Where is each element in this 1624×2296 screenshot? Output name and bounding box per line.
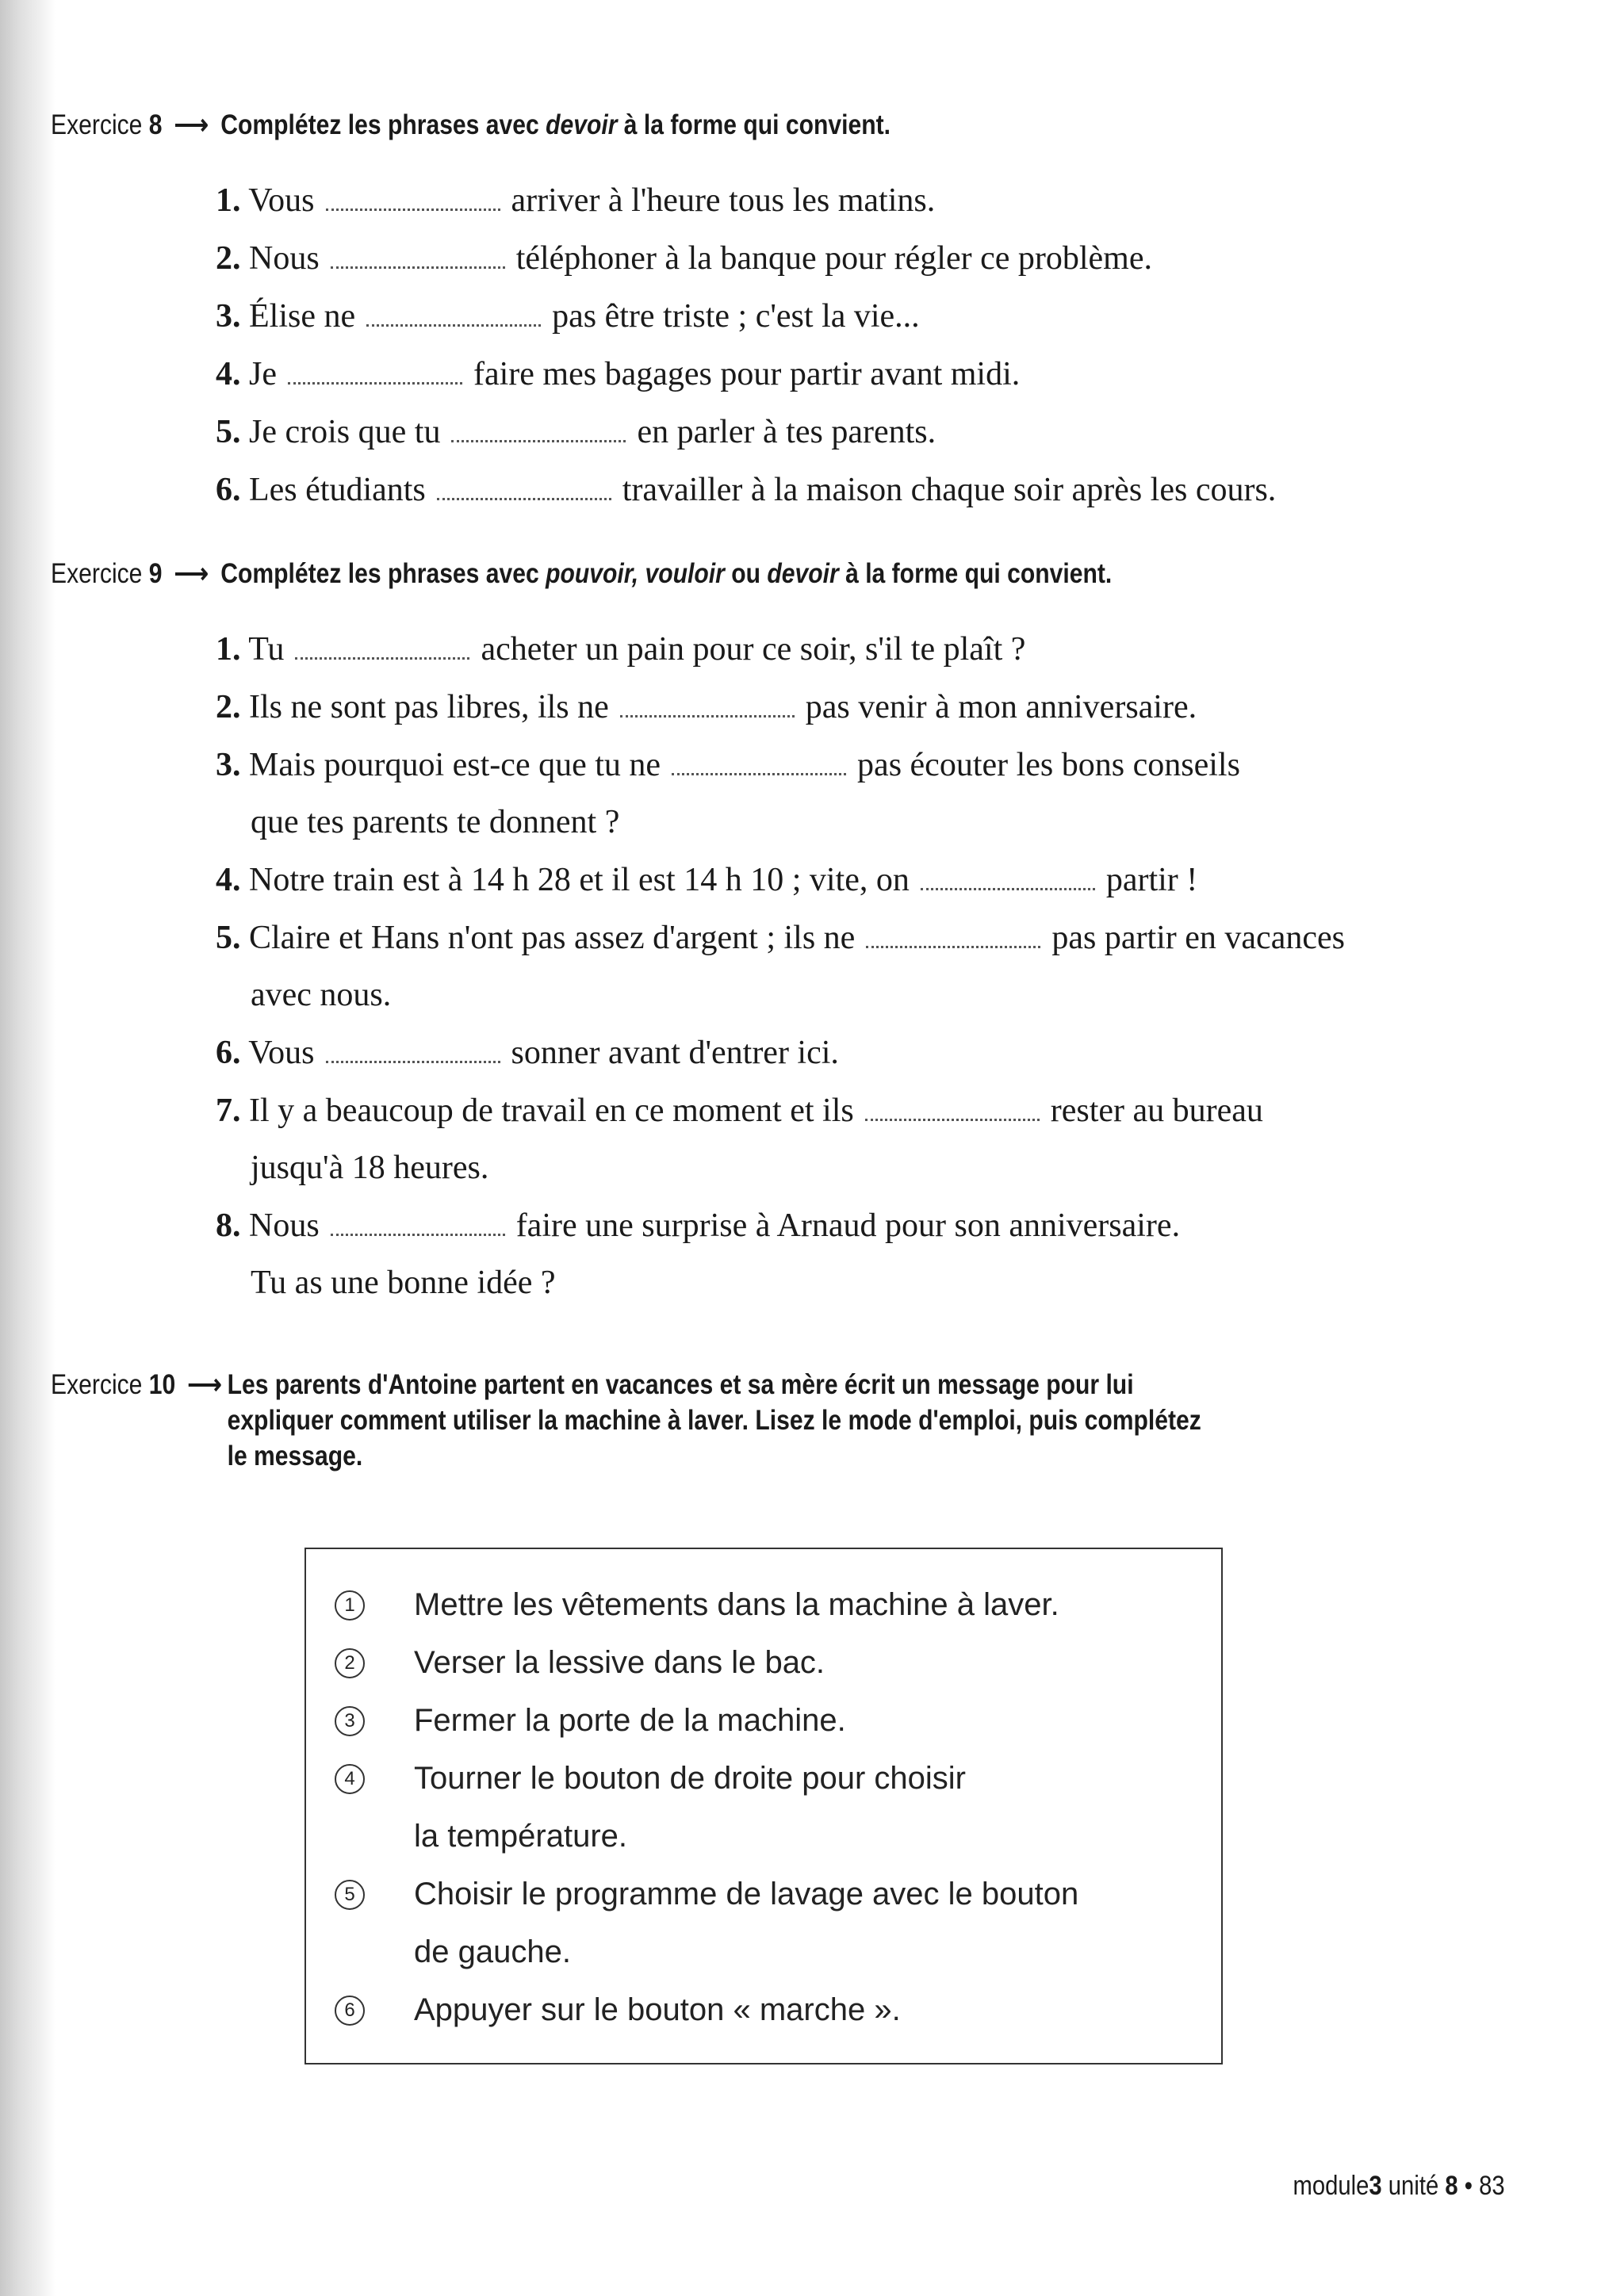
sentence-before: Mais pourquoi est-ce que tu ne bbox=[249, 747, 661, 783]
step-number-circle: 3 bbox=[335, 1706, 365, 1736]
ex9-sentence-8 bbox=[216, 1209, 1180, 1242]
instruction-text: Complétez les phrases avec bbox=[220, 109, 546, 140]
blank-field[interactable] bbox=[451, 435, 626, 442]
exercise-number: 9 bbox=[148, 558, 163, 589]
unit-number: 8 bbox=[1445, 2171, 1458, 2201]
sentence-before: Nous bbox=[249, 1207, 320, 1244]
module-label: module bbox=[1293, 2171, 1369, 2201]
instruction-text: ou bbox=[724, 558, 768, 589]
sentence-before: Il y a beaucoup de travail en ce moment et ils bbox=[249, 1093, 854, 1129]
ex9-sentence-7-continuation: jusqu'à 18 heures. bbox=[251, 1150, 489, 1186]
sentence-number: 4. bbox=[216, 356, 241, 392]
ex8-sentence-6 bbox=[216, 473, 1276, 507]
sentence-after: travailler à la maison chaque soir après les cours. bbox=[622, 472, 1277, 508]
sentence-before: Vous bbox=[248, 1035, 315, 1071]
blank-field[interactable] bbox=[620, 710, 795, 718]
blank-field[interactable] bbox=[865, 1114, 1040, 1121]
instruction-emphasis: devoir bbox=[767, 558, 839, 589]
step-text: Mettre les vêtements dans la machine à laver. bbox=[414, 1587, 1059, 1622]
sentence-number: 1. bbox=[216, 631, 241, 668]
sentence-after: pas venir à mon anniversaire. bbox=[805, 689, 1197, 725]
ex8-sentence-3 bbox=[216, 300, 920, 333]
instruction-emphasis: pouvoir, vouloir bbox=[546, 558, 725, 589]
instruction-line: Les parents d'Antoine partent en vacances et sa mère écrit un message pour lui bbox=[227, 1369, 1134, 1400]
step-text: Tourner le bouton de droite pour choisir bbox=[414, 1761, 966, 1796]
sentence-number: 7. bbox=[216, 1093, 241, 1129]
sentence-number: 5. bbox=[216, 414, 241, 450]
sentence-before: Tu bbox=[248, 631, 285, 668]
arrow-icon: ⟶ bbox=[187, 1369, 222, 1400]
sentence-after: sonner avant d'entrer ici. bbox=[511, 1035, 839, 1071]
sentence-after: acheter un pain pour ce soir, s'il te plaît ? bbox=[481, 631, 1026, 668]
ex9-sentence-3-continuation: que tes parents te donnent ? bbox=[251, 804, 620, 840]
blank-field[interactable] bbox=[866, 941, 1040, 948]
sentence-number: 3. bbox=[216, 298, 241, 335]
sentence-after: faire une surprise à Arnaud pour son anniversaire. bbox=[515, 1207, 1181, 1244]
unit-label: unité bbox=[1388, 2171, 1439, 2201]
blank-field[interactable] bbox=[288, 377, 462, 385]
sentence-number: 2. bbox=[216, 689, 241, 725]
bullet-separator: • bbox=[1465, 2171, 1473, 2201]
ex9-sentence-1 bbox=[216, 633, 1025, 666]
arrow-icon: ⟶ bbox=[174, 109, 209, 140]
ex9-sentence-6 bbox=[216, 1036, 839, 1070]
sentence-after: arriver à l'heure tous les matins. bbox=[511, 182, 936, 219]
blank-field[interactable] bbox=[331, 262, 505, 269]
sentence-before: Vous bbox=[248, 182, 315, 219]
sentence-number: 6. bbox=[216, 472, 241, 508]
blank-field[interactable] bbox=[326, 204, 500, 211]
sentence-after: pas écouter les bons conseils bbox=[857, 747, 1240, 783]
blank-field[interactable] bbox=[326, 1056, 500, 1063]
sentence-number: 6. bbox=[216, 1035, 241, 1071]
sentence-after: pas être triste ; c'est la vie... bbox=[552, 298, 920, 335]
ex9-sentence-3 bbox=[216, 748, 1240, 782]
ex8-sentence-1 bbox=[216, 184, 935, 217]
instructions-box bbox=[304, 1548, 1223, 2064]
step-text: Verser la lessive dans le bac. bbox=[414, 1645, 825, 1680]
ex9-sentence-4 bbox=[216, 863, 1197, 897]
sentence-after: rester au bureau bbox=[1050, 1093, 1263, 1129]
ex8-sentence-2 bbox=[216, 242, 1152, 275]
exercise-9-title bbox=[51, 560, 1112, 587]
sentence-after: partir ! bbox=[1105, 862, 1198, 898]
sentence-before: Nous bbox=[249, 240, 320, 277]
step-text: la température. bbox=[414, 1819, 628, 1854]
exercise-10-title bbox=[51, 1367, 1557, 1474]
sentence-before: Je bbox=[249, 356, 277, 392]
step-number-circle: 5 bbox=[335, 1880, 365, 1910]
blank-field[interactable] bbox=[295, 652, 469, 660]
ex9-sentence-5-continuation: avec nous. bbox=[251, 977, 392, 1013]
exercise-label: Exercice bbox=[51, 109, 143, 140]
sentence-before: Élise ne bbox=[249, 298, 356, 335]
instruction-text: à la forme qui convient. bbox=[617, 109, 891, 140]
step-text: Choisir le programme de lavage avec le bouton bbox=[414, 1877, 1079, 1911]
instruction-text: à la forme qui convient. bbox=[838, 558, 1113, 589]
sentence-number: 1. bbox=[216, 182, 241, 219]
sentence-number: 4. bbox=[216, 862, 241, 898]
step-number-circle: 1 bbox=[335, 1590, 365, 1621]
blank-field[interactable] bbox=[672, 768, 846, 775]
module-number: 3 bbox=[1369, 2171, 1383, 2201]
instruction-text bbox=[228, 1367, 1201, 1474]
sentence-number: 3. bbox=[216, 747, 241, 783]
sentence-number: 8. bbox=[216, 1207, 241, 1244]
sentence-after: faire mes bagages pour partir avant midi. bbox=[473, 356, 1021, 392]
ex8-sentence-4 bbox=[216, 358, 1020, 391]
ex8-sentence-5 bbox=[216, 415, 936, 449]
step-text: Appuyer sur le bouton « marche ». bbox=[414, 1992, 901, 2027]
blank-field[interactable] bbox=[366, 320, 541, 327]
blank-field[interactable] bbox=[437, 493, 611, 500]
sentence-number: 5. bbox=[216, 920, 241, 956]
instruction-text: Complétez les phrases avec bbox=[220, 558, 546, 589]
ex9-sentence-5 bbox=[216, 921, 1345, 955]
instruction-line: le message. bbox=[227, 1441, 363, 1471]
blank-field[interactable] bbox=[331, 1229, 505, 1236]
sentence-before: Notre train est à 14 h 28 et il est 14 h 10 ; vite, on bbox=[249, 862, 910, 898]
sentence-before: Je crois que tu bbox=[249, 414, 441, 450]
arrow-icon: ⟶ bbox=[174, 558, 209, 589]
exercise-number: 8 bbox=[148, 109, 163, 140]
sentence-before: Claire et Hans n'ont pas assez d'argent ; ils ne bbox=[249, 920, 856, 956]
step-number-circle: 4 bbox=[335, 1764, 365, 1794]
exercise-label: Exercice bbox=[51, 558, 143, 589]
sentence-after: pas partir en vacances bbox=[1051, 920, 1345, 956]
step-number-circle: 6 bbox=[335, 1996, 365, 2026]
sentence-after: en parler à tes parents. bbox=[637, 414, 936, 450]
instruction-line: expliquer comment utiliser la machine à laver. Lisez le mode d'emploi, puis complétez bbox=[227, 1405, 1201, 1436]
exercise-8-title bbox=[51, 111, 891, 139]
page-number: 83 bbox=[1479, 2171, 1505, 2201]
exercise-number: 10 bbox=[148, 1369, 176, 1400]
sentence-after: téléphoner à la banque pour régler ce problème. bbox=[515, 240, 1152, 277]
ex9-sentence-8-continuation: Tu as une bonne idée ? bbox=[251, 1265, 556, 1301]
exercise-label: Exercice bbox=[51, 1369, 143, 1400]
sentence-before: Les étudiants bbox=[249, 472, 426, 508]
ex9-sentence-2 bbox=[216, 691, 1197, 724]
sentence-before: Ils ne sont pas libres, ils ne bbox=[249, 689, 609, 725]
step-number-circle: 2 bbox=[335, 1648, 365, 1678]
blank-field[interactable] bbox=[921, 883, 1095, 890]
step-text: de gauche. bbox=[414, 1934, 571, 1969]
instruction-emphasis: devoir bbox=[546, 109, 618, 140]
step-text: Fermer la porte de la machine. bbox=[414, 1703, 846, 1738]
ex9-sentence-7 bbox=[216, 1094, 1263, 1127]
page-footer bbox=[1293, 2171, 1505, 2202]
sentence-number: 2. bbox=[216, 240, 241, 277]
